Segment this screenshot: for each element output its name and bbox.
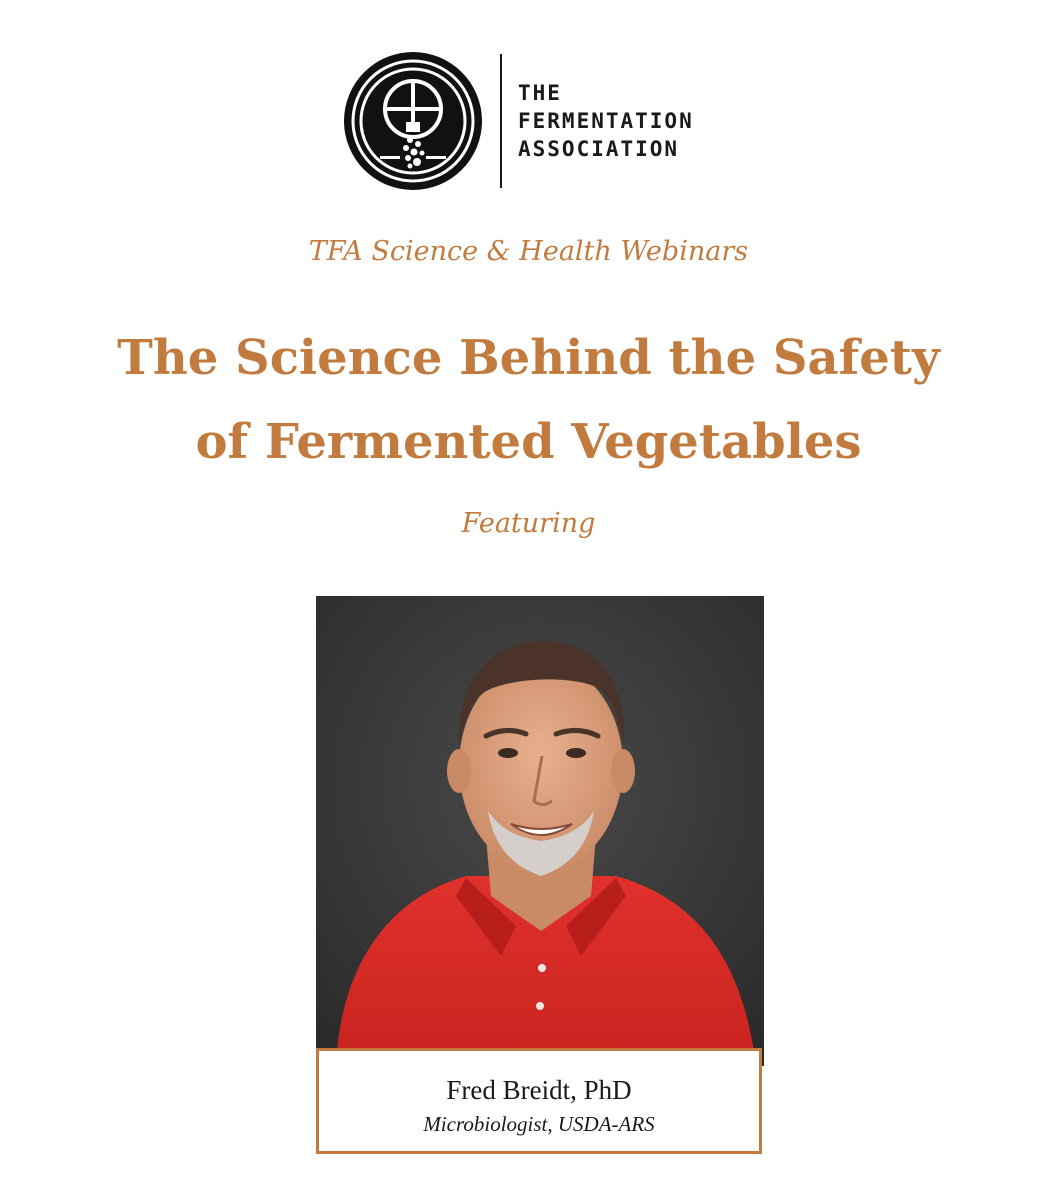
logo-divider bbox=[500, 54, 502, 188]
title-line-2: of Fermented Vegetables bbox=[195, 414, 862, 470]
logo-line-2: FERMENTATION bbox=[518, 109, 694, 133]
featuring-label: Featuring bbox=[461, 508, 596, 539]
logo-wordmark bbox=[518, 79, 694, 163]
title-line-1: The Science Behind the Safety bbox=[117, 330, 940, 386]
logo-line-1: THE bbox=[518, 81, 562, 105]
series-subtitle: TFA Science & Health Webinars bbox=[308, 236, 749, 267]
logo-line-3: ASSOCIATION bbox=[518, 137, 680, 161]
speaker-caption bbox=[316, 1048, 762, 1154]
logo bbox=[344, 52, 694, 190]
speaker-name: Fred Breidt, PhD bbox=[446, 1075, 632, 1105]
speaker-portrait-photo bbox=[316, 596, 764, 1066]
speaker-role: Microbiologist, USDA-ARS bbox=[423, 1112, 655, 1136]
page-title bbox=[0, 316, 1057, 484]
fermentation-association-logo-icon bbox=[344, 52, 482, 190]
